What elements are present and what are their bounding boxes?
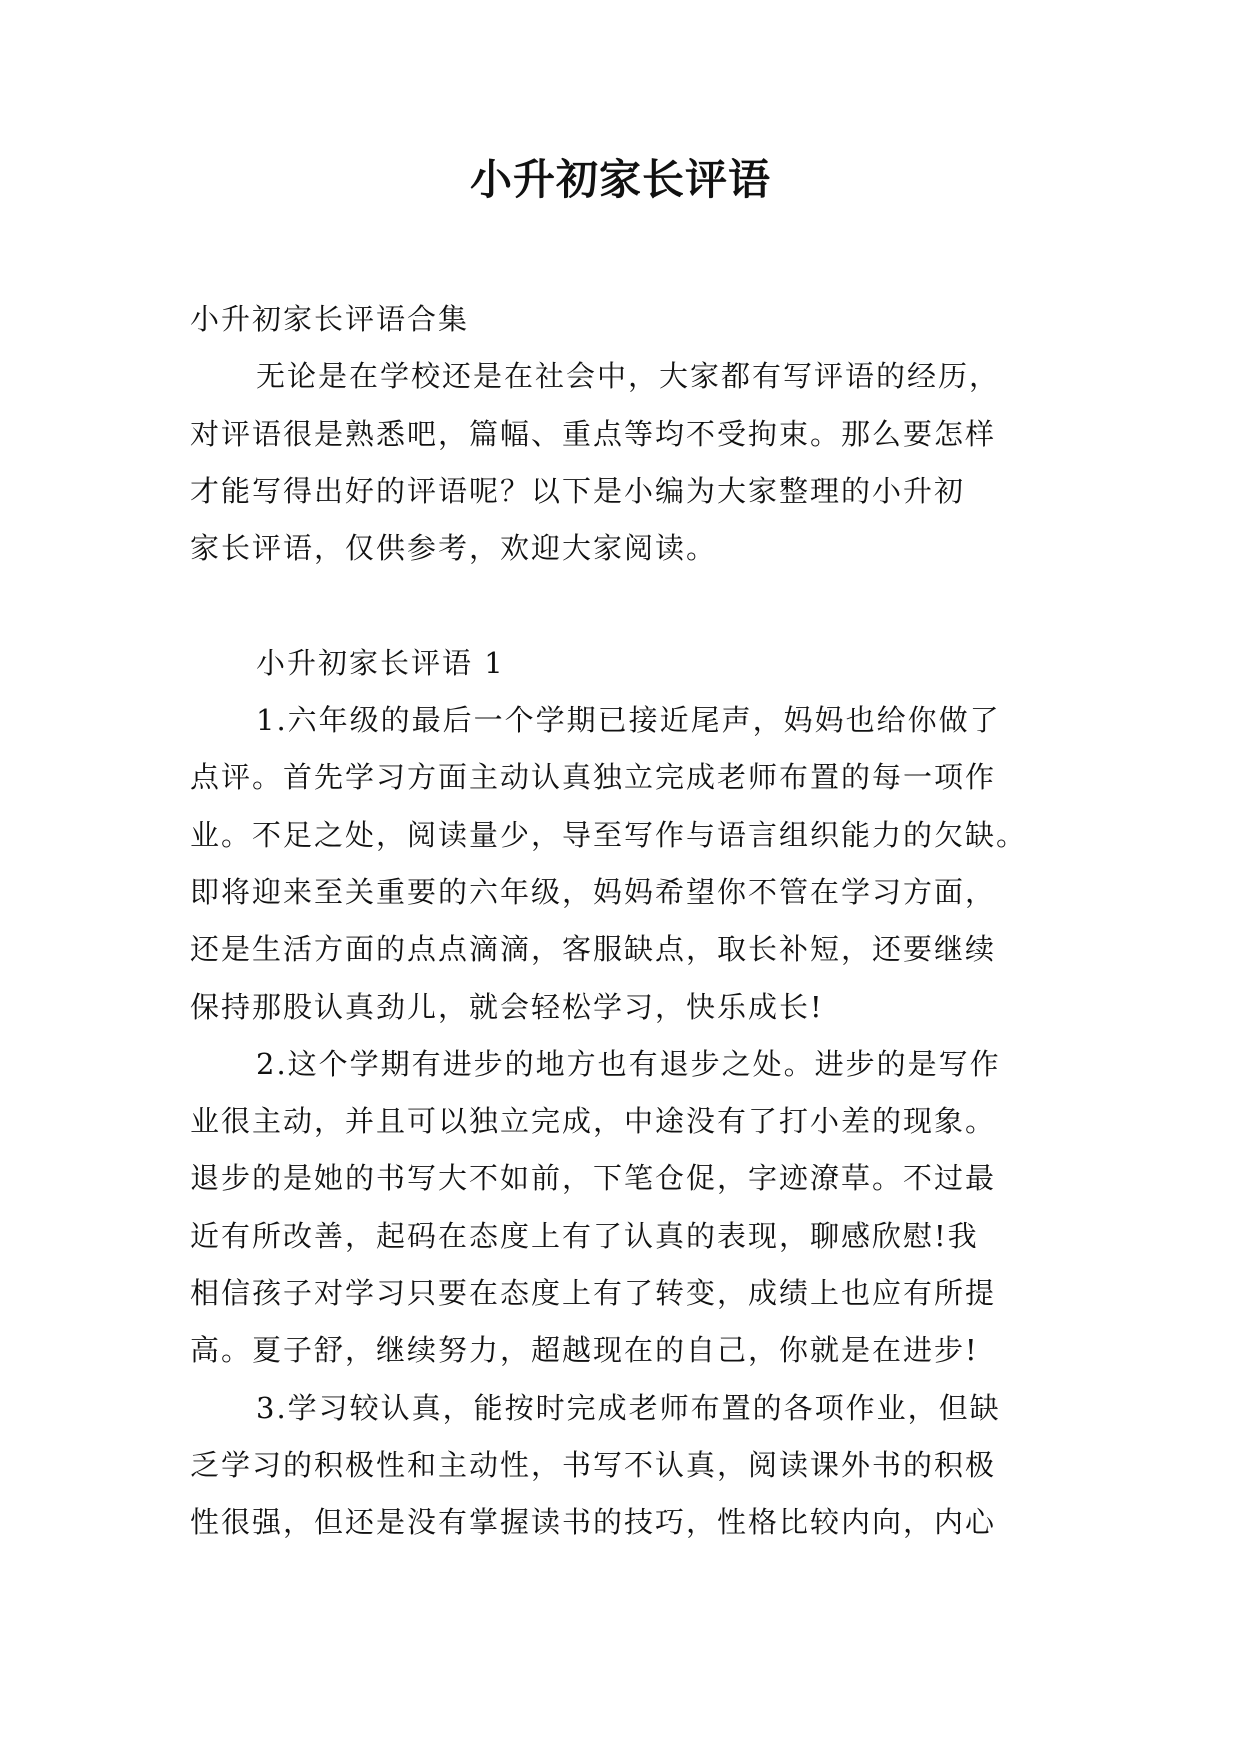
paragraph-line: 无论是在学校还是在社会中，大家都有写评语的经历， <box>256 359 1001 394</box>
document-title: 小升初家长评语 <box>469 155 771 204</box>
paragraph-line: 性很强，但还是没有掌握读书的技巧，性格比较内向，内心 <box>190 1505 997 1540</box>
paragraph-line: 乏学习的积极性和主动性，书写不认真，阅读课外书的积极 <box>190 1447 997 1482</box>
paragraph-line: 业很主动，并且可以独立完成，中途没有了打小差的现象。 <box>190 1104 997 1139</box>
paragraph-line: 高。夏子舒，继续努力，超越现在的自己，你就是在进步! <box>190 1333 979 1368</box>
blank-line <box>190 577 1062 634</box>
paragraph-line: 保持那股认真劲儿，就会轻松学习，快乐成长! <box>190 989 824 1024</box>
paragraph-line: 对评语很是熟悉吧，篇幅、重点等均不受拘束。那么要怎样 <box>190 416 997 451</box>
paragraph-line: 1.六年级的最后一个学期已接近尾声，妈妈也给你做了 <box>256 703 1001 738</box>
paragraph-line: 3.学习较认真，能按时完成老师布置的各项作业，但缺 <box>256 1390 1001 1425</box>
paragraph-line: 2.这个学期有进步的地方也有退步之处。进步的是写作 <box>256 1046 1001 1081</box>
comment-item-1 <box>190 692 1062 1036</box>
paragraph-line: 业。不足之处，阅读量少，导至写作与语言组织能力的欠缺。 <box>190 817 1028 852</box>
paragraph-line: 点评。首先学习方面主动认真独立完成老师布置的每一项作 <box>190 760 997 795</box>
paragraph-line: 家长评语，仅供参考，欢迎大家阅读。 <box>190 531 718 566</box>
intro-paragraph <box>190 348 1062 577</box>
paragraph-line: 相信孩子对学习只要在态度上有了转变，成绩上也应有所提 <box>190 1276 997 1311</box>
comment-item-2 <box>190 1036 1062 1380</box>
paragraph-line: 还是生活方面的点点滴滴，客服缺点，取长补短，还要继续 <box>190 932 997 967</box>
paragraph-line: 才能写得出好的评语呢？以下是小编为大家整理的小升初 <box>190 473 966 508</box>
comment-item-3 <box>190 1380 1062 1552</box>
document-body <box>190 291 1062 1552</box>
document-subtitle: 小升初家长评语合集 <box>190 302 470 336</box>
paragraph-line: 即将迎来至关重要的六年级，妈妈希望你不管在学习方面， <box>190 874 997 909</box>
section-heading: 小升初家长评语 1 <box>256 645 505 680</box>
paragraph-line: 近有所改善，起码在态度上有了认真的表现，聊感欣慰!我 <box>190 1218 979 1253</box>
paragraph-line: 退步的是她的书写大不如前，下笔仓促，字迹潦草。不过最 <box>190 1161 997 1196</box>
